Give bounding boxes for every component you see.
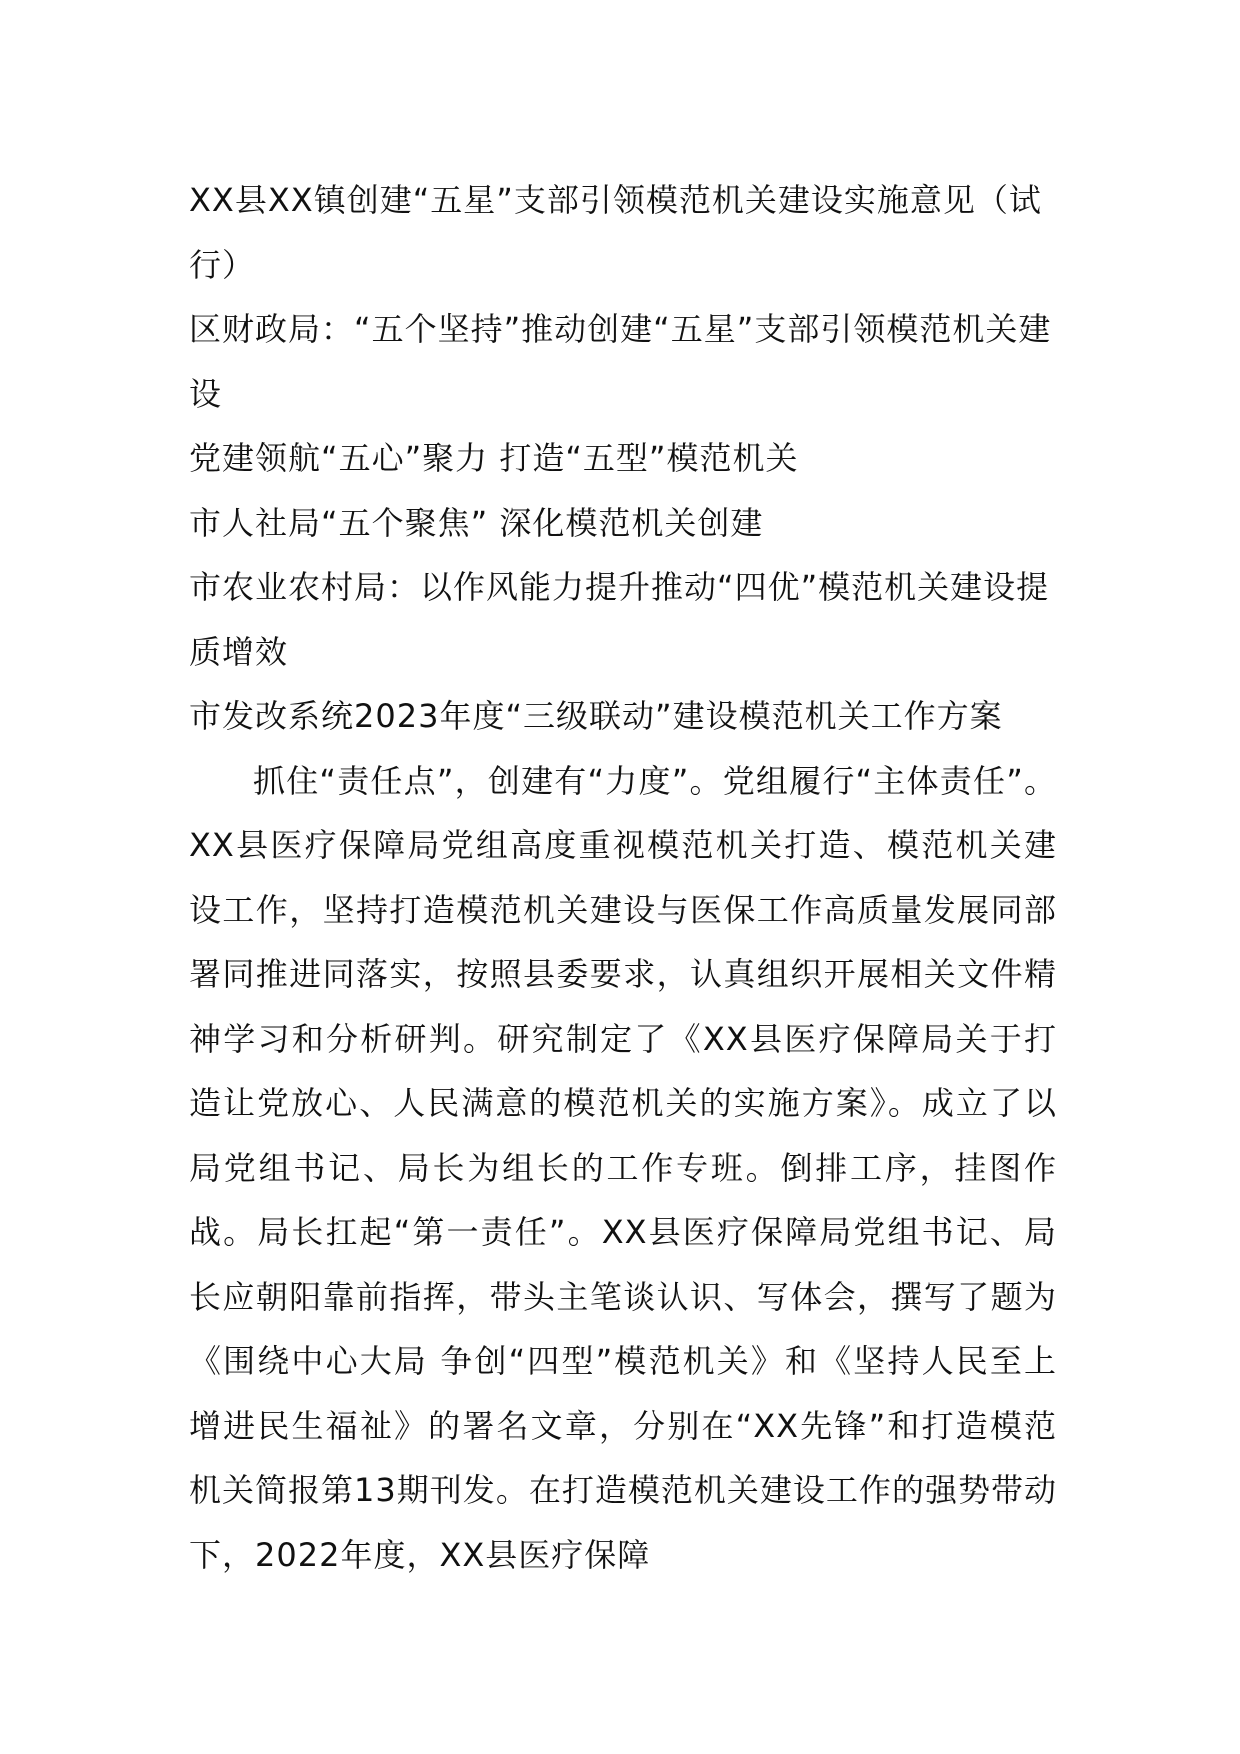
related-title: 市农业农村局：以作风能力提升推动“四优”模范机关建设提质增效 xyxy=(189,568,1050,671)
document-page xyxy=(189,168,1057,1587)
related-title: 党建领航“五心”聚力 打造“五型”模范机关 xyxy=(189,439,799,477)
related-title: 市发改系统2023年度“三级联动”建设模范机关工作方案 xyxy=(189,697,1003,735)
related-title: 区财政局：“五个坚持”推动创建“五星”支部引领模范机关建设 xyxy=(189,310,1052,413)
body-paragraph: 抓住“责任点”，创建有“力度”。党组履行“主体责任”。XX县医疗保障局党组高度重视模范机关打造、模范机关建设工作，坚持打造模范机关建设与医保工作高质量发展同部署同推进同落实，按照县委要求，认真组织开展相关文件精神学习和分析研判。研究制定了《XX县医疗保障局关于打造让党放心、人民满意的模范机关的实施方案》。成立了以局党组书记、局长为组长的工作专班。倒排工序，挂图作战。局长扛起“第一责任”。XX县医疗保障局党组书记、局长应朝阳靠前指挥，带头主笔谈认识、写体会，撰写了题为《围绕中心大局 争创“四型”模范机关》和《坚持人民至上 增进民生福祉》的署名文章，分别在“XX先锋”和打造模范机关简报第13期刊发。在打造模范机关建设工作的强势带动下，2022年度，XX县医疗保障 xyxy=(189,761,1057,1574)
related-titles-list xyxy=(189,168,1057,749)
related-title: XX县XX镇创建“五星”支部引领模范机关建设实施意见（试行） xyxy=(189,181,1042,284)
related-title: 市人社局“五个聚焦” 深化模范机关创建 xyxy=(189,503,764,542)
